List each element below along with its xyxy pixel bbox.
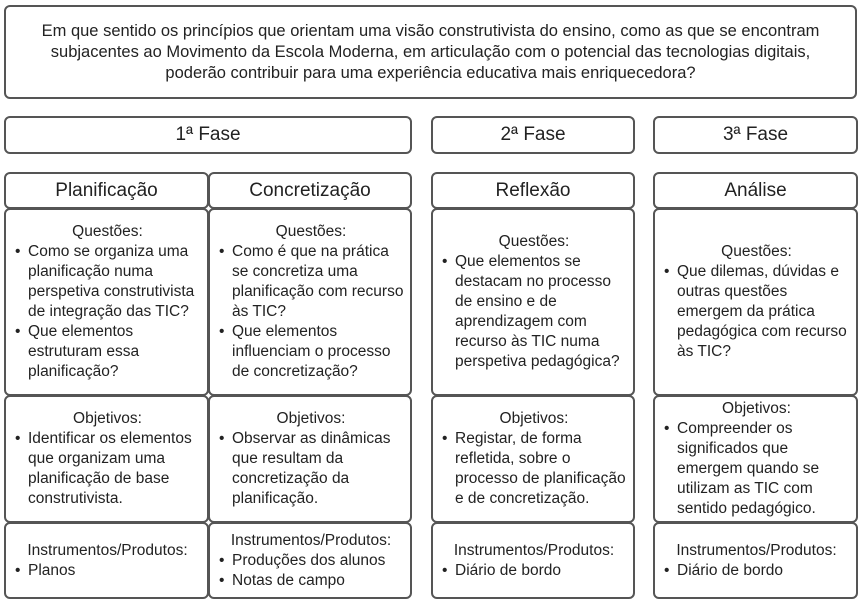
objectives-cell [431, 395, 635, 523]
instruments-list [218, 551, 404, 591]
instruments-cell [208, 522, 412, 599]
instruments-label: Instrumentos/Produtos: [676, 541, 837, 559]
list-item: • Diário de bordo [663, 561, 850, 581]
title-cell [653, 172, 858, 209]
title-cell [4, 172, 209, 209]
objectives-cell [653, 395, 858, 523]
instruments-cell [431, 522, 635, 599]
objectives-label: Objetivos: [276, 410, 346, 427]
phase-3 [653, 116, 858, 154]
objectives-list [218, 429, 404, 509]
column-title: Análise [724, 179, 787, 201]
list-item: • Identificar os elementos que organizam uma planificação de base construtivista. [14, 429, 201, 509]
objectives-label: Objetivos: [73, 410, 142, 427]
instruments-label: Instrumentos/Produtos: [230, 531, 392, 549]
questions-label: Questões: [72, 223, 143, 240]
research-question: Em que sentido os princípios que orientam uma visão construtivista do ensino, como as que se encontram subjacentes ao Movimento da Escola Moderna, em articulação com o potencial das tecnologias digitais, poderão contribuir para uma experiência educativa mais enriquecedora? [41, 21, 820, 82]
questions-label: Questões: [721, 243, 792, 260]
questions-label: Questões: [275, 223, 347, 240]
objectives-cell [208, 395, 412, 523]
title-cell [431, 172, 635, 209]
objectives-label: Objetivos: [722, 400, 791, 417]
questions-list [663, 262, 850, 362]
phase-label: 3ª Fase [722, 124, 789, 145]
phase-1 [4, 116, 412, 154]
list-item: • Planos [14, 561, 201, 581]
questions-list [14, 242, 201, 382]
questions-list [441, 252, 627, 372]
list-item: • Produções dos alunos [218, 551, 404, 571]
objectives-cell [4, 395, 209, 523]
list-item: • Como é que na prática se concretiza uma planificação com recurso às TIC? [218, 242, 404, 322]
column-title: Concretização [249, 179, 371, 201]
list-item: • Como se organiza uma planificação numa perspetiva construtivista de integração das TIC? [14, 242, 201, 322]
list-item: • Que elementos se destacam no processo de ensino e de aprendizagem com recurso às TIC numa perspetiva pedagógica? [441, 252, 627, 372]
column-title: Reflexão [495, 179, 571, 201]
list-item: • Diário de bordo [441, 561, 627, 581]
instruments-cell [653, 522, 858, 599]
instruments-list [441, 561, 627, 581]
questions-cell [653, 208, 858, 396]
title-cell [208, 172, 412, 209]
phase-2 [431, 116, 635, 154]
column-title: Planificação [55, 179, 158, 201]
research-question-box [4, 5, 857, 99]
list-item: • Que elementos estruturam essa planificação? [14, 322, 201, 382]
list-item: • Que dilemas, dúvidas e outras questões emergem da prática pedagógica com recurso às TIC? [663, 262, 850, 362]
phase-label: 1ª Fase [175, 124, 241, 145]
objectives-list [14, 429, 201, 509]
objectives-label: Objetivos: [499, 410, 569, 427]
list-item: • Observar as dinâmicas que resultam da concretização da planificação. [218, 429, 404, 509]
instruments-label: Instrumentos/Produtos: [27, 541, 188, 559]
instruments-cell [4, 522, 209, 599]
questions-cell [208, 208, 412, 396]
instruments-list [663, 561, 850, 581]
objectives-list [663, 419, 850, 519]
questions-cell [4, 208, 209, 396]
list-item: • Compreender os significados que emergem quando se utilizam as TIC com sentido pedagógico. [663, 419, 850, 519]
phase-label: 2ª Fase [500, 124, 566, 145]
questions-label: Questões: [498, 233, 570, 250]
list-item: • Notas de campo [218, 571, 404, 591]
instruments-list [14, 561, 201, 581]
questions-list [218, 242, 404, 382]
list-item: • Que elementos influenciam o processo de concretização? [218, 322, 404, 382]
objectives-list [441, 429, 627, 509]
instruments-label: Instrumentos/Produtos: [453, 541, 615, 559]
questions-cell [431, 208, 635, 396]
list-item: • Registar, de forma refletida, sobre o processo de planificação e de concretização. [441, 429, 627, 509]
